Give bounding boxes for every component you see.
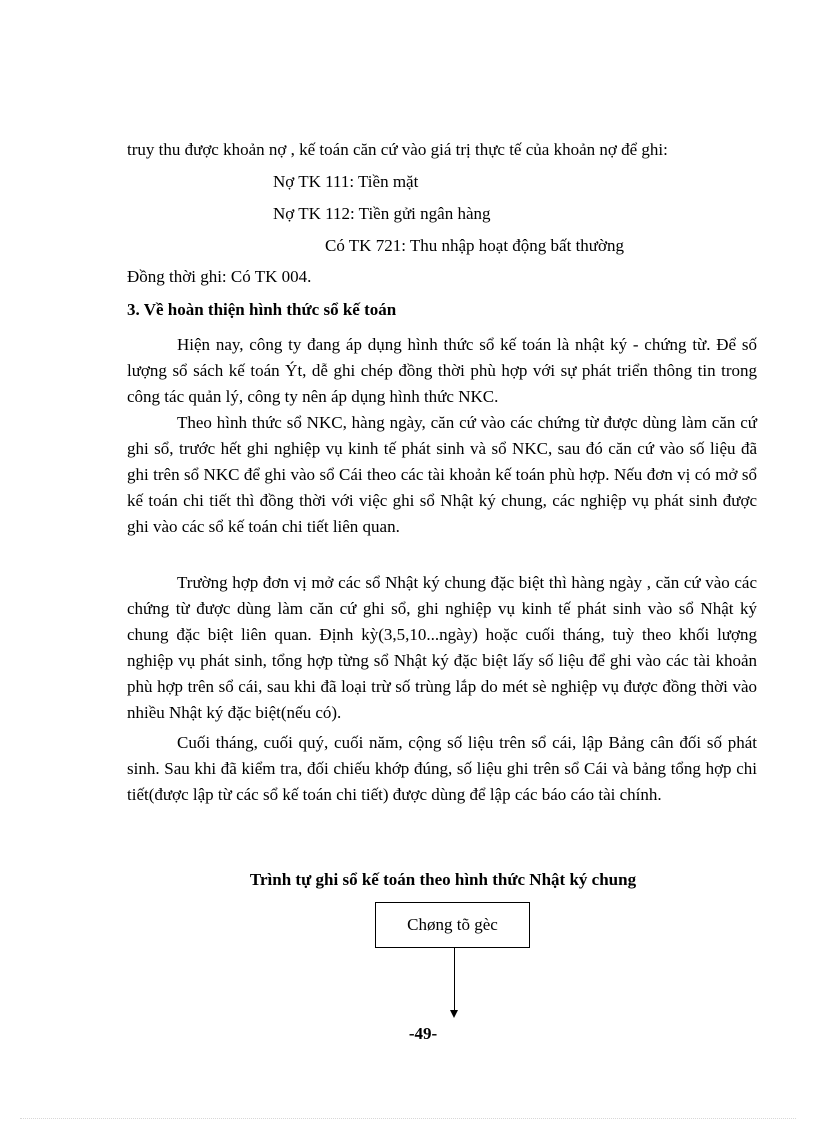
flow-arrow-line [454,948,455,1012]
flow-arrow-head-icon [450,1010,458,1018]
paragraph-2-text: Theo hình thức sổ NKC, hàng ngày, căn cứ vào các chứng từ được dùng làm căn cứ ghi sổ, trước hết ghi nghiệp vụ kinh tế phát sinh và sổ NKC, sau đó căn cứ vào số liệu đã ghi trên sổ NKC để ghi vào sổ Cái theo các tài khoản kế toán phù hợp. Nếu đơn vị có mở sổ kế toán chi tiết thì đồng thời với việc ghi sổ Nhật ký chung, các nghiệp vụ phát sinh được ghi vào các sổ kế toán chi tiết liên quan. [127,413,757,536]
debit-entry-112: Nợ TK 112: Tiền gửi ngân hàng [273,204,491,223]
paragraph-4-text: Cuối tháng, cuối quý, cuối năm, cộng số liệu trên sổ cái, lập Bảng cân đối số phát sinh. Sau khi đã kiểm tra, đối chiếu khớp đúng, số liệu ghi trên sổ Cái và bảng tổng hợp chi tiết(được lập từ các sổ kế toán chi tiết) được dùng để lập các báo cáo tài chính. [127,733,757,804]
intro-line: truy thu được khoản nợ , kế toán căn cứ vào giá trị thực tế của khoản nợ để ghi: [127,140,668,159]
paragraph-2 [127,410,757,540]
page-number: -49- [408,1024,438,1043]
debit-entry-111: Nợ TK 111: Tiền mặt [273,172,419,191]
diagram-title: Trình tự ghi sổ kế toán theo hình thức Nhật ký chung [249,870,637,889]
source-documents-label: Chøng tõ gèc [407,915,498,934]
section-heading: 3. Về hoàn thiện hình thức sổ kế toán [127,300,397,319]
paragraph-3 [127,570,757,726]
also-record-line: Đồng thời ghi: Có TK 004. [127,267,312,286]
paragraph-4 [127,730,757,808]
source-documents-box [375,902,530,948]
paragraph-1-text: Hiện nay, công ty đang áp dụng hình thức sổ kế toán là nhật ký - chứng từ. Để số lượng sổ sách kế toán Ýt, dễ ghi chép đồng thời phù hợp với sự phát triển thông tin trong công tác quản lý, công ty nên áp dụng hình thức NKC. [127,335,757,406]
credit-entry-721: Có TK 721: Thu nhập hoạt động bất thường [325,236,625,255]
page-bottom-divider [20,1118,796,1119]
paragraph-1 [127,332,757,410]
paragraph-3-text: Trường hợp đơn vị mở các sổ Nhật ký chung đặc biệt thì hàng ngày , căn cứ vào các chứng từ được dùng làm căn cứ ghi sổ, ghi nghiệp vụ kinh tế phát sinh vào sổ Nhật ký chung đặc biệt liên quan. Định kỳ(3,5,10...ngày) hoặc cuối tháng, tuỳ theo khối lượng nghiệp vụ phát sinh, tổng hợp từng sổ Nhật ký đặc biệt lấy số liệu để ghi vào các tài khoản phù hợp trên sổ cái, sau khi đã loại trừ số trùng lắp do mét sè nghiệp vụ được đồng thời vào nhiều Nhật ký đặc biệt(nếu có). [127,573,757,722]
